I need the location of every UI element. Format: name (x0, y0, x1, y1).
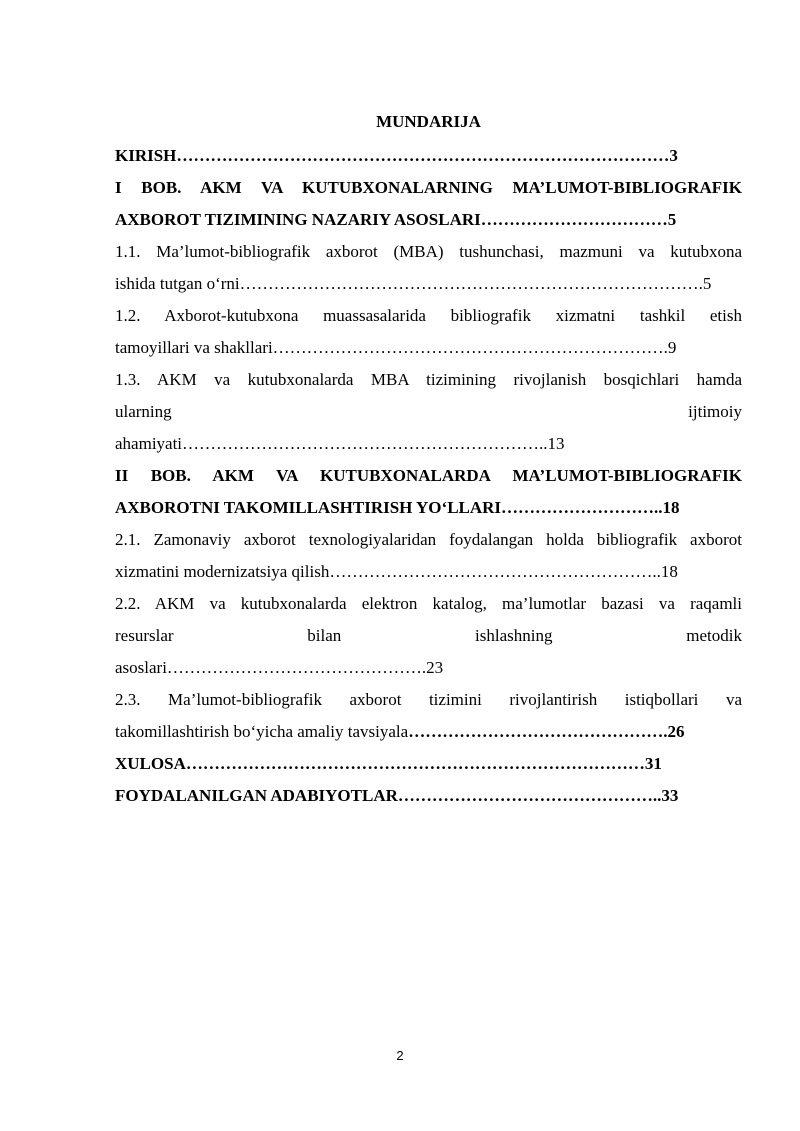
toc-entry-line: AXBOROTNI TAKOMILLASHTIRISH YO‘LLARI………………………..18 (115, 498, 680, 517)
toc-entry-line: ularning ijtimoiy (115, 402, 742, 421)
toc-entry-line: KIRISH……………………………………………………………………………3 (115, 146, 678, 165)
toc-entry-leader-page: ……………………………………….26 (408, 722, 685, 741)
toc-entry-line: AXBOROT TIZIMINING NAZARIY ASOSLARI……………………………5 (115, 210, 677, 229)
toc-entry-line: xizmatini modernizatsiya qilish…………………………………………………..18 (115, 562, 678, 581)
toc-entry-line: resurslar bilan ishlashning metodik (115, 626, 742, 645)
toc-entry-line: 2.1. Zamonaviy axborot texnologiyalaridan foydalangan holda bibliografik axborot (115, 530, 742, 549)
toc-entry-line: 1.1. Ma’lumot-bibliografik axborot (MBA) tushunchasi, mazmuni va kutubxona (115, 242, 742, 261)
toc-entry-line: FOYDALANILGAN ADABIYOTLAR………………………………………..33 (115, 786, 679, 805)
toc-entry-line: ishida tutgan o‘rni……………………………………………………………………….5 (115, 274, 712, 293)
page-number: 2 (396, 1048, 404, 1063)
toc-entry-line: 1.2. Axborot-kutubxona muassasalarida bibliografik xizmatni tashkil etish (115, 306, 742, 325)
toc-entry-line: tamoyillari va shakllari…………………………………………………………….9 (115, 338, 677, 357)
toc-entry-line: asoslari……………………………………….23 (115, 658, 444, 677)
toc-entry-section-2-3[interactable] (115, 684, 742, 748)
toc-entry-kirish[interactable] (115, 140, 742, 172)
toc-entry-line: II BOB. AKM VA KUTUBXONALARDA MA’LUMOT-BIBLIOGRAFIK (115, 466, 742, 485)
toc-entry-text: takomillashtirish bo‘yicha amaliy tavsiyala (115, 722, 409, 741)
toc-entry-line: 2.2. AKM va kutubxonalarda elektron katalog, ma’lumotlar bazasi va raqamli (115, 594, 742, 613)
toc-entry-line (115, 716, 742, 748)
toc-entry-section-1-1[interactable] (115, 236, 742, 300)
toc-entry-line: 1.3. AKM va kutubxonalarda MBA tizimining rivojlanish bosqichlari hamda (115, 370, 742, 389)
toc-entry-chapter-2[interactable] (115, 460, 742, 524)
toc-entry-line: 2.3. Ma’lumot-bibliografik axborot tizimini rivojlantirish istiqbollari va (115, 690, 742, 709)
toc-entry-section-1-3[interactable] (115, 364, 742, 460)
toc-entry-line: I BOB. AKM VA KUTUBXONALARNING MA’LUMOT-BIBLIOGRAFIK (115, 178, 742, 197)
toc-entry-section-2-1[interactable] (115, 524, 742, 588)
table-of-contents (115, 140, 742, 812)
toc-entry-line: ahamiyati………………………………………………………..13 (115, 434, 565, 453)
toc-heading: MUNDARIJA (376, 112, 481, 131)
toc-entry-section-1-2[interactable] (115, 300, 742, 364)
toc-entry-section-2-2[interactable] (115, 588, 742, 684)
toc-entry-xulosa[interactable] (115, 748, 742, 780)
toc-entry-line: XULOSA………………………………………………………………………31 (115, 754, 662, 773)
toc-entry-chapter-1[interactable] (115, 172, 742, 236)
toc-entry-references[interactable] (115, 780, 742, 812)
